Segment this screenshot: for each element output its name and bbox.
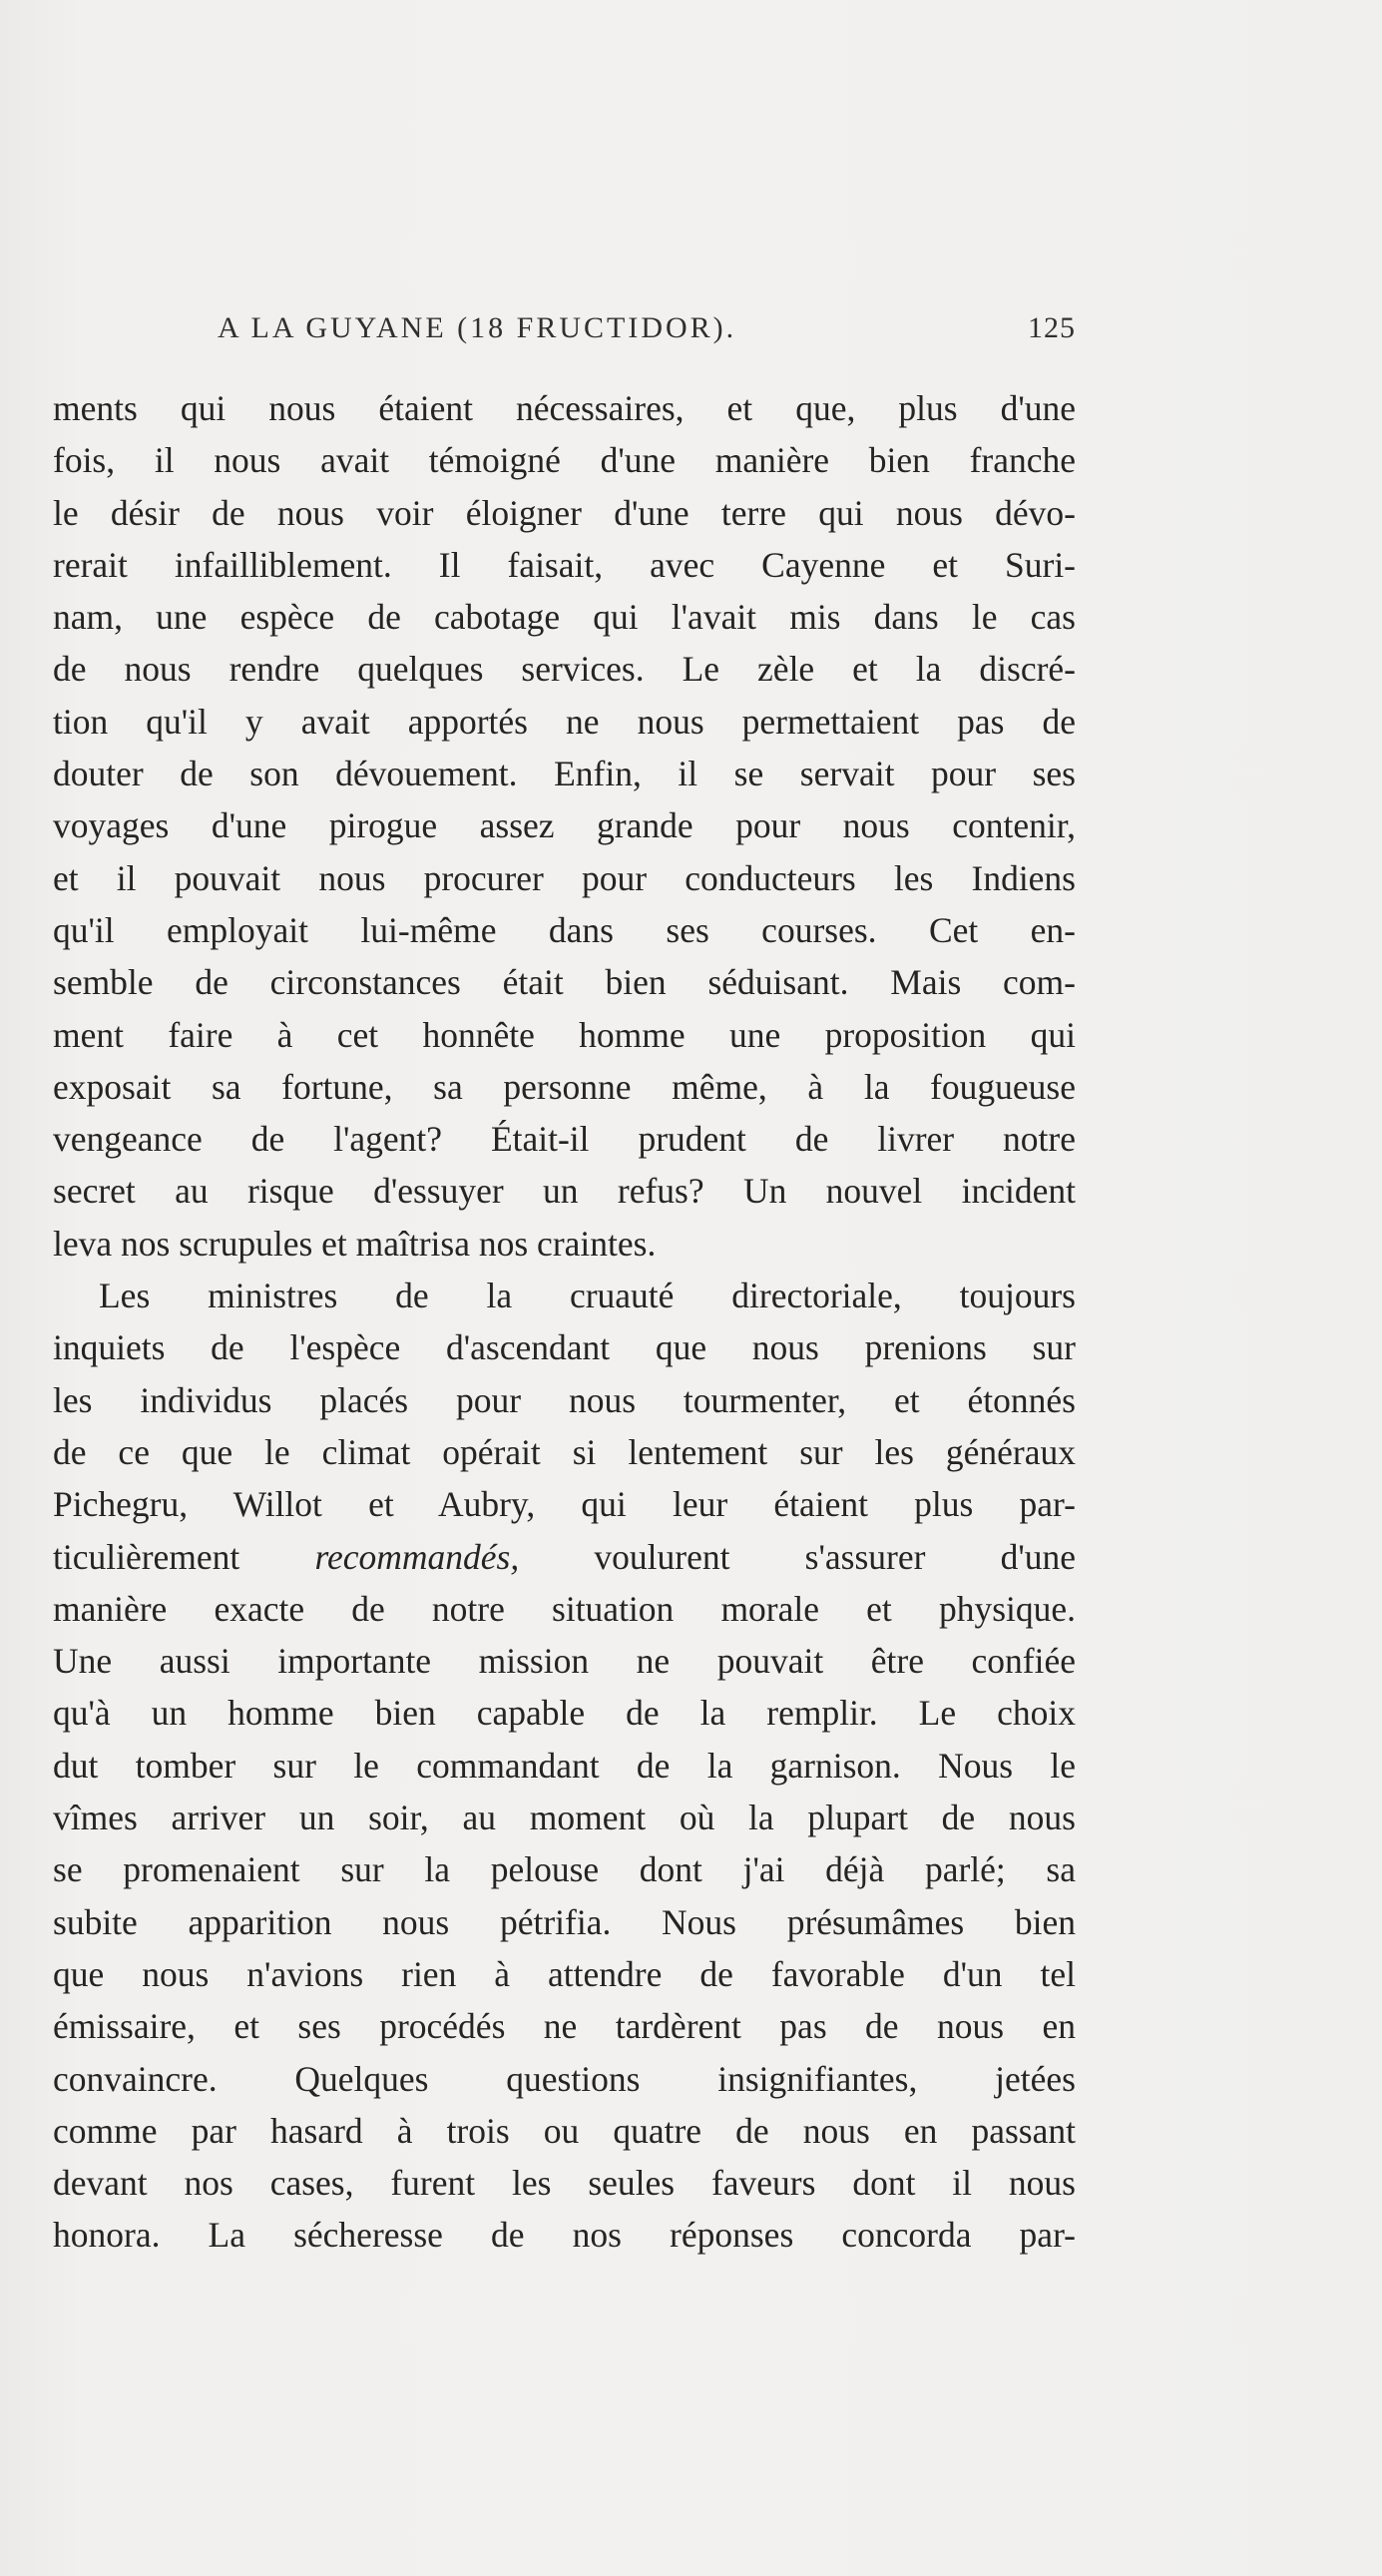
running-title: A LA GUYANE (18 FRUCTIDOR). (218, 311, 737, 344)
text-line: les individus placés pour nous tourmenter, et étonnés (53, 1379, 1076, 1420)
text-line: inquiets de l'espèce d'ascendant que nous prenions sur (53, 1327, 1076, 1368)
body-text (53, 382, 1076, 2262)
text-line: le désir de nous voir éloigner d'une terre qui nous dévo- (53, 492, 1076, 533)
text-line: vengeance de l'agent? Était-il prudent de livrer notre (53, 1119, 1076, 1160)
text-line: et il pouvait nous procurer pour conducteurs les Indiens (53, 857, 1076, 898)
text-line: voyages d'une pirogue assez grande pour nous contenir, (53, 805, 1076, 846)
text-segment: ticulièrement (53, 1536, 240, 1577)
text-line: ment faire à cet honnête homme une proposition qui (53, 1014, 1076, 1055)
text-line: émissaire, et ses procédés ne tardèrent pas de nous en (53, 2006, 1076, 2047)
text-line: manière exacte de notre situation morale et physique. (53, 1588, 1076, 1629)
text-line: tion qu'il y avait apportés ne nous permettaient pas de (53, 701, 1076, 742)
italic-word: recommandés, (314, 1536, 520, 1577)
text-line: Pichegru, Willot et Aubry, qui leur étaient plus par- (53, 1484, 1076, 1525)
text-line: devant nos cases, furent les seules faveurs dont il nous (53, 2163, 1076, 2204)
paragraph-start-line: Les ministres de la cruauté directoriale, toujours (99, 1276, 1076, 1316)
text-line: de ce que le climat opérait si lentement sur les généraux (53, 1431, 1076, 1472)
text-line: nam, une espèce de cabotage qui l'avait mis dans le cas (53, 597, 1076, 638)
text-line: fois, il nous avait témoigné d'une manière bien franche (53, 440, 1076, 481)
page-header (218, 311, 1076, 361)
text-line: douter de son dévouement. Enfin, il se servait pour ses (53, 754, 1076, 794)
text-line: se promenaient sur la pelouse dont j'ai déjà parlé; sa (53, 1849, 1076, 1890)
text-line: qu'à un homme bien capable de la remplir. Le choix (53, 1693, 1076, 1734)
text-line: semble de circonstances était bien séduisant. Mais com- (53, 962, 1076, 1003)
text-line: subite apparition nous pétrifia. Nous présumâmes bien (53, 1901, 1076, 1942)
text-line: que nous n'avions rien à attendre de favorable d'un tel (53, 1953, 1076, 1994)
text-line: dut tomber sur le commandant de la garnison. Nous le (53, 1745, 1076, 1786)
page-number: 125 (1028, 311, 1076, 344)
paragraph-end-line: leva nos scrupules et maîtrisa nos craintes. (53, 1223, 657, 1264)
text-line: qu'il employait lui-même dans ses courses. Cet en- (53, 909, 1076, 950)
text-line-with-italic (53, 1531, 1076, 1583)
text-line: de nous rendre quelques services. Le zèle et la discré- (53, 649, 1076, 690)
text-line: convaincre. Quelques questions insignifiantes, jetées (53, 2058, 1076, 2099)
text-line: ments qui nous étaient nécessaires, et que, plus d'une (53, 388, 1076, 428)
text-line: secret au risque d'essuyer un refus? Un nouvel incident (53, 1171, 1076, 1212)
text-line: Une aussi importante mission ne pouvait être confiée (53, 1641, 1076, 1682)
text-line: honora. La sécheresse de nos réponses concorda par- (53, 2215, 1076, 2256)
text-line: comme par hasard à trois ou quatre de nous en passant (53, 2110, 1076, 2151)
text-line: exposait sa fortune, sa personne même, à la fougueuse (53, 1066, 1076, 1107)
text-line: rerait infailliblement. Il faisait, avec Cayenne et Suri- (53, 544, 1076, 585)
text-segment: voulurent s'assurer d'une (594, 1536, 1077, 1577)
text-line: vîmes arriver un soir, au moment où la plupart de nous (53, 1798, 1076, 1838)
